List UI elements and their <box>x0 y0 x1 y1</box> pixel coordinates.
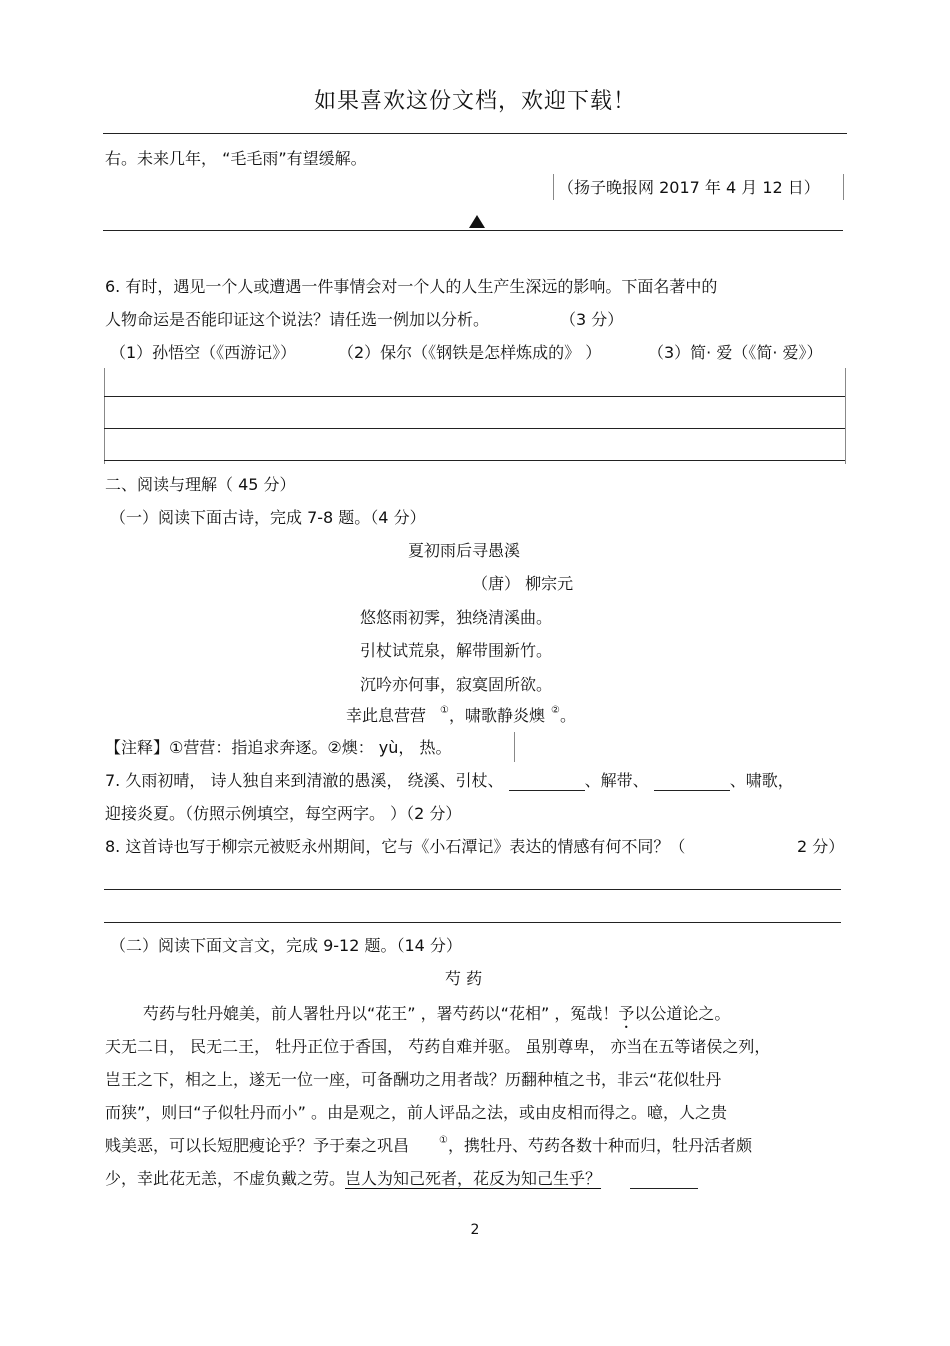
poem-line: 引杖试荒泉，解带围新竹。 <box>360 641 553 660</box>
answer-line[interactable] <box>104 428 845 429</box>
q7-line2: 迎接炎夏。（仿照示例填空，每空两字。 ）（2 分） <box>105 804 462 823</box>
passage-text: 少，幸此花无恙，不虚负戴之劳。 <box>105 1169 346 1188</box>
poem-line: 悠悠雨初霁，独绕清溪曲。 <box>360 608 553 627</box>
answer-box-right <box>845 368 846 464</box>
article-source: （扬子晚报网 2017 年 4 月 12 日） <box>558 178 820 197</box>
underline-extension <box>630 1188 698 1189</box>
poem-note: 【注释】①营营：指追求奔逐。②燠： yù， 热。 <box>105 738 452 757</box>
poem-line-part: ，啸歌静炎燠 <box>448 706 545 725</box>
q7-text: 7. 久雨初晴， 诗人独自来到清澈的愚溪， 绕溪、引杖、 <box>105 771 504 790</box>
q6-option-2: （2）保尔（《钢铁是怎样炼成的》 ） <box>338 343 602 362</box>
page-banner: 如果喜欢这份文档，欢迎下载！ <box>313 89 636 114</box>
passage-title: 芍 药 <box>445 969 483 988</box>
part1-intro: （一）阅读下面古诗，完成 7-8 题。（4 分） <box>110 508 426 527</box>
divider <box>514 732 515 762</box>
footnote-marker: ① <box>440 705 449 716</box>
q7-line1 <box>105 771 794 791</box>
q8-points: 2 分） <box>797 837 845 856</box>
poem-line-part: 。 <box>559 706 576 725</box>
answer-line[interactable] <box>104 889 841 890</box>
passage-line <box>105 1136 752 1159</box>
article-tail-line: 右。未来几年， “毛毛雨”有望缓解。 <box>105 149 367 168</box>
answer-line[interactable] <box>104 922 841 923</box>
passage-line: 而狭”，则曰“子似牡丹而小” 。由是观之，前人评品之法，或由皮相而得之。噫，人之贵 <box>105 1103 727 1122</box>
q8-line: 8. 这首诗也写于柳宗元被贬永州期间，它与《小石潭记》表达的情感有何不同？（ <box>105 837 686 856</box>
q7-text: 、啸歌， <box>729 771 794 790</box>
poem-line-part: 幸此息营营 <box>346 706 427 725</box>
q6-line2: 人物命运是否能印证这个说法？请任选一例加以分析。 <box>105 310 490 329</box>
q7-blank-1[interactable] <box>509 774 585 791</box>
passage-emphasis: 予 <box>618 1004 635 1023</box>
passage-line: 天无二日， 民无二王， 牡丹正位于香国， 芍药自难并驱。 虽别尊卑， 亦当在五等诸侯之列， <box>105 1037 771 1056</box>
q6-points: （3 分） <box>560 310 624 329</box>
passage-text: 贱美恶，可以长短肥瘦论乎？予于秦之巩昌 <box>105 1136 410 1155</box>
page-number: 2 <box>470 1222 480 1238</box>
answer-line[interactable] <box>104 396 845 397</box>
answer-line[interactable] <box>104 460 845 461</box>
passage-line: 岂王之下，相之上，遂无一位一座，可备酬功之用者哉？历翻种植之书，非云“花似牡丹 <box>105 1070 722 1089</box>
passage-line <box>105 1169 601 1189</box>
poem-line: 沉吟亦何事，寂寞固所欲。 <box>360 675 553 694</box>
part2-intro: （二）阅读下面文言文，完成 9-12 题。（14 分） <box>110 936 462 955</box>
q6-option-3: （3）简· 爱（《简· 爱》） <box>648 343 823 362</box>
poem-author: （唐） 柳宗元 <box>472 574 574 593</box>
poem-line <box>346 706 576 729</box>
divider <box>553 174 554 200</box>
answer-box-left <box>104 368 105 464</box>
divider <box>843 174 844 200</box>
footnote-marker: ① <box>439 1135 448 1146</box>
passage-text: ，携牡丹、芍药各数十种而归，牡丹活者颇 <box>447 1136 752 1155</box>
q6-line1: 6. 有时，遇见一个人或遭遇一件事情会对一个人的人生产生深远的影响。下面名著中的 <box>105 277 718 296</box>
footnote-marker: ② <box>551 705 560 716</box>
q7-text: 、解带、 <box>584 771 649 790</box>
section-heading: 二、阅读与理解（ 45 分） <box>105 475 296 494</box>
q6-option-1: （1）孙悟空（《西游记》） <box>110 343 297 362</box>
q7-blank-2[interactable] <box>654 774 730 791</box>
triangle-up-icon <box>469 215 485 228</box>
passage-text: 以公道论之。 <box>634 1004 731 1023</box>
divider <box>103 133 847 134</box>
poem-title: 夏初雨后寻愚溪 <box>408 541 521 560</box>
divider <box>103 230 843 231</box>
underlined-sentence: 岂人为知己死者，花反为知己生乎？ <box>345 1169 602 1188</box>
passage-text: 芍药与牡丹媲美，前人署牡丹以“花王” ，署芍药以“花相” ，冤哉！ <box>143 1004 619 1023</box>
passage-line <box>143 1004 730 1032</box>
